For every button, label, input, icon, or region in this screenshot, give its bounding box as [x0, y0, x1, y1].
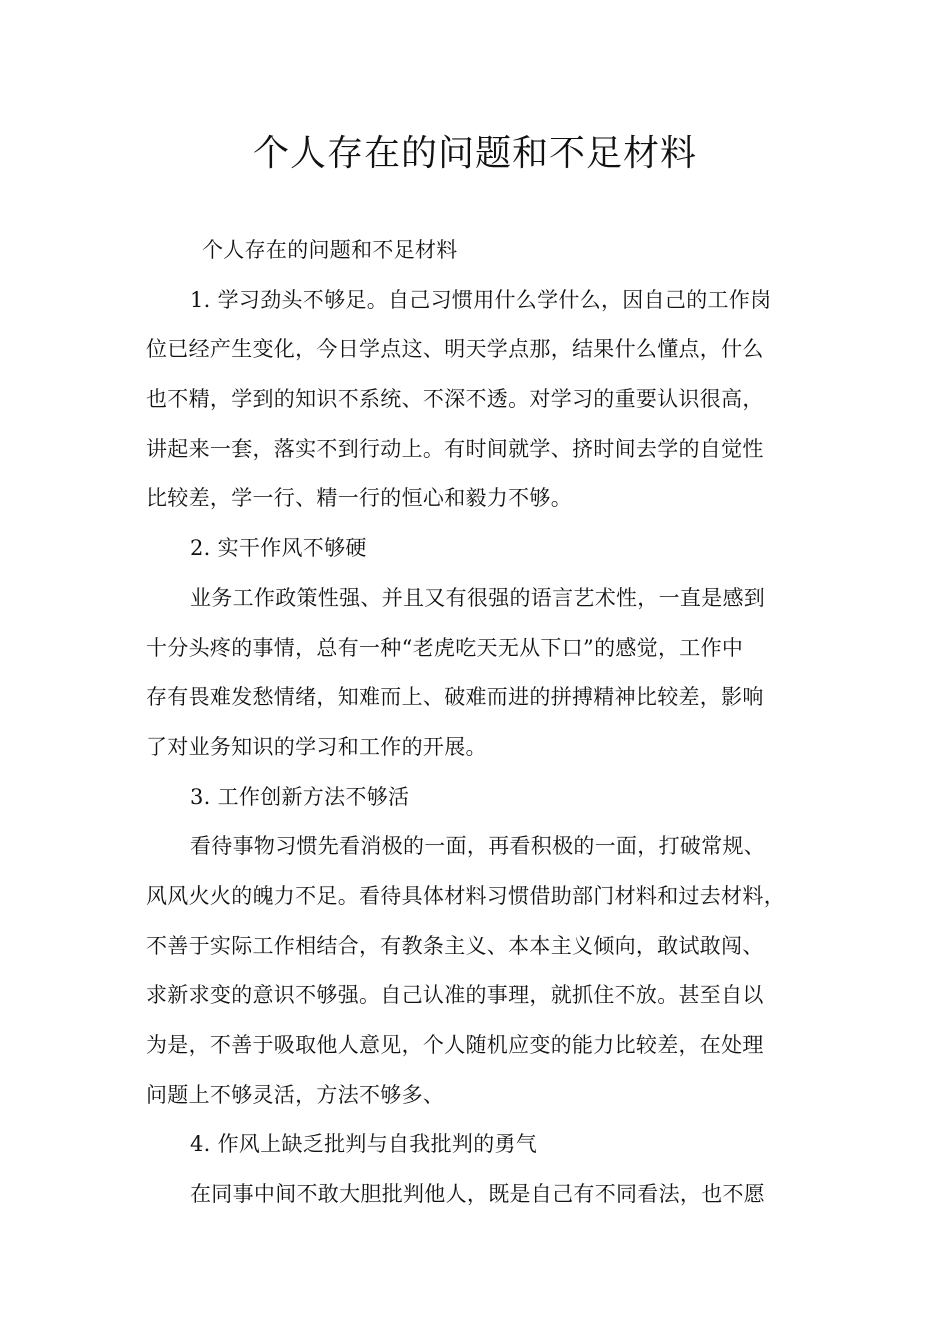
paragraph-line: 讲起来一套，落实不到行动上。有时间就学、挤时间去学的自觉性: [146, 436, 764, 461]
heading-item-4: 4. 作风上缺乏批判与自我批判的勇气: [190, 1132, 538, 1157]
document-title: 个人存在的问题和不足材料: [252, 133, 697, 174]
paragraph-line: 看待事物习惯先看消极的一面，再看积极的一面，打破常规、: [190, 834, 766, 859]
paragraph-line: 了对业务知识的学习和工作的开展。: [146, 734, 487, 759]
heading-item-3: 3. 工作创新方法不够活: [190, 784, 410, 809]
paragraph-line: 为是，不善于吸取他人意见，个人随机应变的能力比较差，在处理: [146, 1033, 764, 1057]
paragraph-line: 求新求变的意识不够强。自己认准的事理，就抓住不放。甚至自以: [146, 983, 764, 1008]
paragraph-line: 问题上不够灵活，方法不够多、: [146, 1082, 445, 1107]
document-body: [146, 226, 818, 1220]
heading-item-1: 1. 学习劲头不够足。自己习惯用什么学什么，因自己的工作岗: [190, 287, 772, 312]
subtitle-line: 个人存在的问题和不足材料: [202, 238, 458, 262]
paragraph-line: 比较差，学一行、精一行的恒心和毅力不够。: [146, 486, 572, 511]
heading-item-2: 2. 实干作风不够硬: [190, 536, 367, 561]
paragraph-line: 存有畏难发愁情绪，知难而上、破难而进的拼搏精神比较差，影响: [146, 685, 764, 710]
paragraph-line: 在同事中间不敢大胆批判他人，既是自己有不同看法，也不愿: [190, 1182, 766, 1207]
paragraph-line: 风风火火的魄力不足。看待具体材料习惯借助部门材料和过去材料，: [146, 883, 785, 908]
paragraph-line: 位已经产生变化，今日学点这、明天学点那，结果什么懂点，什么: [146, 337, 764, 362]
paragraph-line: 也不精，学到的知识不系统、不深不透。对学习的重要认识很高，: [146, 387, 764, 412]
paragraph-line: 业务工作政策性强、并且又有很强的语言艺术性，一直是感到: [190, 585, 766, 610]
paragraph-line: 十分头疼的事情，总有一种“老虎吃天无从下口”的感觉，工作中: [146, 635, 744, 660]
paragraph-line: 不善于实际工作相结合，有教条主义、本本主义倾向，敢试敢闯、: [146, 933, 764, 958]
